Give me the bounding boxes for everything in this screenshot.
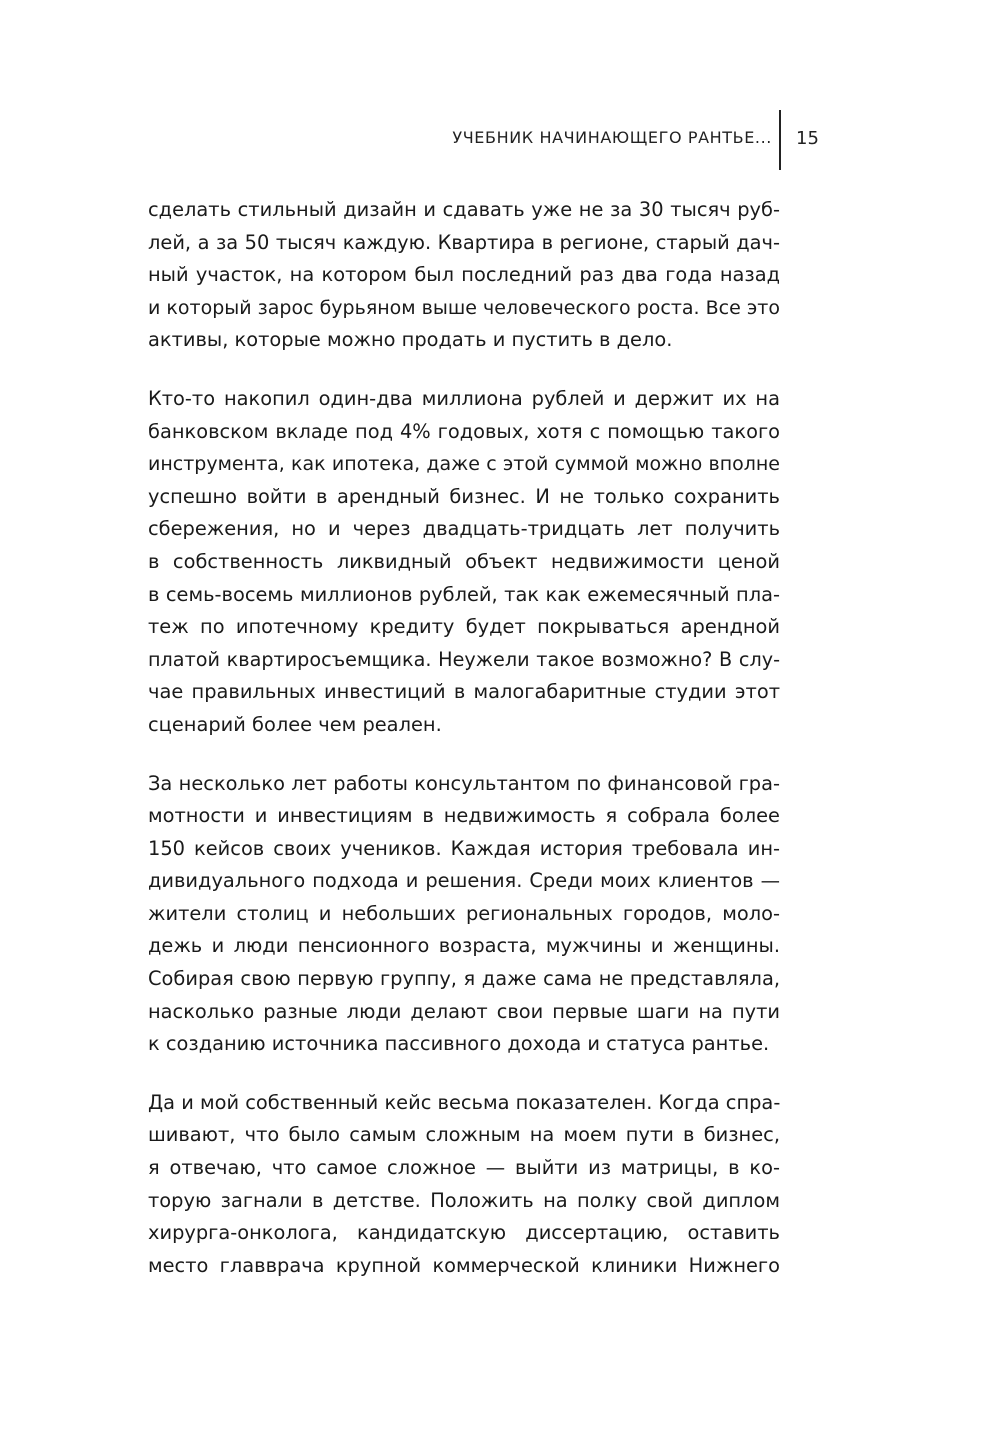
text-line: платой квартиросъемщика. Неужели такое возможно? В слу-	[148, 647, 780, 671]
text-line: За несколько лет работы консультантом по финансовой гра-	[148, 771, 780, 795]
text-line: дежь и люди пенсионного возраста, мужчины и женщины.	[148, 934, 780, 958]
paragraph-2	[148, 383, 780, 742]
text-line: сценарий более чем реален.	[148, 712, 442, 736]
text-line: лей, а за 50 тысяч каждую. Квартира в регионе, старый дач-	[148, 230, 780, 254]
page-number: 15	[796, 128, 819, 149]
text-line: банковском вкладе под 4% годовых, хотя с помощью такого	[148, 419, 780, 443]
paragraph-3	[148, 768, 780, 1061]
body-text	[148, 194, 780, 1308]
text-line: Собирая свою первую группу, я даже сама не представляла,	[148, 967, 780, 991]
text-line: чае правильных инвестиций в малогабаритные студии этот	[148, 680, 780, 704]
text-line: Да и мой собственный кейс весьма показателен. Когда спра-	[148, 1090, 781, 1114]
text-line: хирурга-онколога, кандидатскую диссертацию, оставить	[148, 1221, 780, 1245]
paragraph-4	[148, 1087, 780, 1283]
text-line: и который зарос бурьяном выше человеческого роста. Все это	[148, 296, 780, 319]
text-line: успешно войти в арендный бизнес. И не только сохранить	[148, 484, 780, 508]
text-line: ный участок, на котором был последний раз два года назад	[148, 263, 780, 287]
text-line: я отвечаю, что самое сложное — выйти из матрицы, в ко-	[148, 1156, 780, 1180]
text-line: сбережения, но и через двадцать-тридцать лет получить	[148, 517, 780, 541]
paragraph-1	[148, 194, 780, 357]
text-line: к созданию источника пассивного дохода и статуса рантье.	[148, 1032, 770, 1056]
text-line: шивают, что было самым сложным на моем пути в бизнес,	[148, 1123, 780, 1147]
running-title: УЧЕБНИК НАЧИНАЮЩЕГО РАНТЬЕ...	[452, 128, 772, 147]
text-line: дивидуального подхода и решения. Среди моих клиентов —	[148, 869, 780, 893]
text-line: торую загнали в детстве. Положить на полку свой диплом	[148, 1188, 780, 1212]
text-line: в семь-восемь миллионов рублей, так как ежемесячный пла-	[148, 582, 780, 606]
header-divider	[779, 110, 781, 170]
text-line: в собственность ликвидный объект недвижимости ценой	[148, 549, 780, 573]
text-line: активы, которые можно продать и пустить в дело.	[148, 328, 673, 352]
text-line: инструмента, как ипотека, даже с этой суммой можно вполне	[148, 453, 780, 476]
text-line: место главврача крупной коммерческой клиники Нижнего	[148, 1253, 780, 1277]
text-line: жители столиц и небольших региональных городов, моло-	[148, 901, 780, 925]
text-line: Кто-то накопил один-два миллиона рублей и держит их на	[148, 386, 780, 410]
text-line: насколько разные люди делают свои первые шаги на пути	[148, 999, 780, 1023]
text-line: сделать стильный дизайн и сдавать уже не за 30 тысяч руб-	[148, 198, 780, 221]
text-line: мотности и инвестициям в недвижимость я собрала более	[148, 804, 780, 828]
text-line: 150 кейсов своих учеников. Каждая история требовала ин-	[148, 836, 780, 860]
text-line: теж по ипотечному кредиту будет покрываться арендной	[148, 615, 780, 639]
